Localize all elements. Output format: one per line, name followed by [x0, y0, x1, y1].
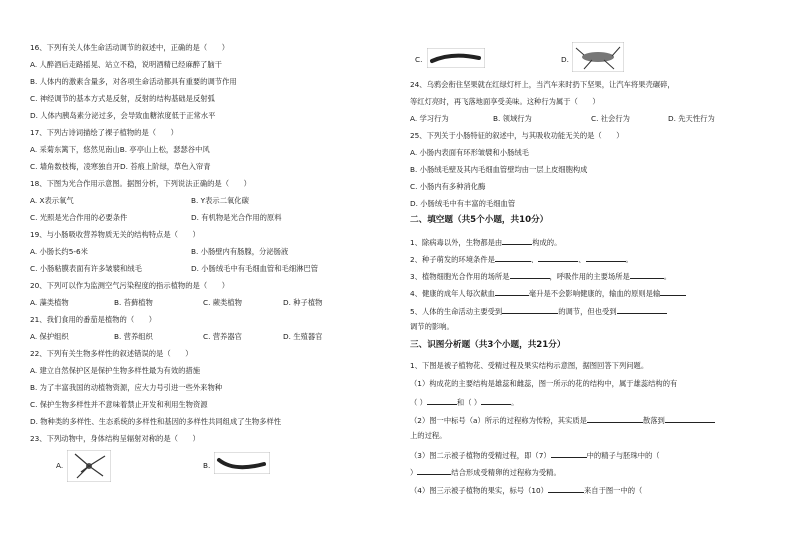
fill-q5-b: 的调节，但也受到: [558, 307, 617, 316]
q17-option-cd: C. 墙角数枝梅，凌寒独自开D. 苔痕上阶绿，草色入帘青: [30, 162, 211, 171]
fill-q2: [410, 253, 633, 265]
p3-a: （3）图二示被子植物的受精过程，即（7）: [410, 451, 551, 460]
q23-option-b: B.: [203, 461, 211, 470]
q18-option-b: B. Y表示二氧化碳: [191, 196, 249, 205]
fig-q1-p1-cont: [410, 396, 518, 408]
fill-blank[interactable]: [538, 253, 578, 262]
q17-option-ab: A. 采菊东篱下，悠然见南山B. 亭亭山上松，瑟瑟谷中风: [30, 145, 210, 154]
fill-blank[interactable]: [495, 253, 531, 262]
fill-blank[interactable]: [617, 305, 667, 314]
q18-stem: 18、下图为光合作用示意图。据图分析，下列说法正确的是（ ）: [30, 179, 251, 188]
fill-q5-cont: 调节的影响。: [410, 322, 454, 331]
brittle-star-icon: [67, 450, 111, 482]
q24-option-d: D. 先天性行为: [668, 114, 715, 123]
p4-a: （4）图三示被子植物的果实，标号（10）: [410, 486, 548, 495]
q25-option-c: C. 小肠内有多种消化酶: [410, 182, 486, 191]
q19-option-d: D. 小肠绒毛中有毛细血管和毛细淋巴管: [191, 264, 319, 273]
q25-stem: 25、下列关于小肠特征的叙述中，与其吸收功能无关的是（ ）: [410, 131, 624, 140]
q16-option-d: D. 人体内胰岛素分泌过多，会导致血糖浓度低于正常水平: [30, 111, 216, 120]
fill-q1-b: 构成的。: [532, 238, 562, 247]
fig-q1-p3-cont: [410, 466, 561, 478]
fill-q3-a: 3、植物细胞光合作用的场所是: [410, 272, 510, 281]
q24-option-b: B. 领域行为: [493, 114, 532, 123]
q17-stem: 17、下列古诗词描绘了裸子植物的是（ ）: [30, 128, 178, 137]
q21-stem: 21、我们食用的番茄是植物的（ ）: [30, 315, 157, 324]
fill-q1-a: 1、除病毒以外，生物都是由: [410, 238, 503, 247]
fill-blank[interactable]: [502, 305, 558, 314]
fill-q5: [410, 305, 667, 317]
fill-q3-b: ，呼吸作用的主要场所是: [549, 272, 630, 281]
q23-stem: 23、下列动物中，身体结构呈辐射对称的是（ ）: [30, 434, 200, 443]
p3-d: 结合形成受精卵的过程称为受精。: [451, 468, 561, 477]
fig-q1-p3: [410, 449, 660, 461]
fill-q3: [410, 270, 671, 282]
fill-q5-a: 5、人体的生命活动主要受到: [410, 307, 503, 316]
q20-option-b: B. 苔藓植物: [114, 298, 153, 307]
q18-option-d: D. 有机物是光合作用的原料: [191, 213, 282, 222]
locust-icon: [572, 42, 624, 72]
fill-q4-a: 4、健康的成年人每次献血: [410, 289, 495, 298]
q18-option-a: A. X表示氧气: [30, 196, 74, 205]
fig-q1-p2: [410, 414, 715, 426]
fill-blank[interactable]: [417, 466, 451, 475]
leech-icon: [427, 48, 485, 68]
fill-blank[interactable]: [660, 287, 686, 296]
p1-and: 和（ ）: [456, 398, 482, 407]
q21-option-c: C. 营养器官: [203, 332, 242, 341]
p3-c: ）: [410, 468, 418, 477]
q20-option-c: C. 蕨类植物: [203, 298, 242, 307]
q16-option-c: C. 神经调节的基本方式是反射，反射的结构基础是反射弧: [30, 94, 215, 103]
q19-option-a: A. 小肠长约5-6米: [30, 247, 88, 256]
fill-blank[interactable]: [587, 414, 643, 423]
fig-q1-p1: （1）构成花的主要结构是雄蕊和雌蕊，图一所示的花的结构中，属于雄蕊结构的有: [410, 379, 678, 388]
q24-stem-cont: 等红灯亮时，再飞落地面享受美味。这种行为属于（ ）: [410, 97, 600, 106]
q19-option-b: B. 小肠壁内有肠腺，分泌肠液: [191, 247, 289, 256]
q20-option-a: A. 藻类植物: [30, 298, 69, 307]
p2-b: 散落到: [642, 416, 665, 425]
q19-option-c: C. 小肠粘膜表面有许多皱襞和绒毛: [30, 264, 142, 273]
q25-option-b: B. 小肠绒毛壁及其内毛细血管壁均由一层上皮细胞构成: [410, 165, 588, 174]
fill-blank[interactable]: [481, 396, 511, 405]
fill-blank[interactable]: [586, 253, 626, 262]
fill-q2-b: 、: [530, 255, 539, 264]
q16-stem: 16、下列有关人体生命活动调节的叙述中，正确的是（ ）: [30, 43, 230, 52]
fig-q1-intro: 1、下图是被子植物花、受精过程及果实结构示意图，据图回答下列问题。: [410, 361, 649, 370]
fill-blank[interactable]: [502, 236, 532, 245]
q22-stem: 22、下列有关生物多样性的叙述错误的是（ ）: [30, 349, 193, 358]
q25-option-d: D. 小肠绒毛中有丰富的毛细血管: [410, 199, 516, 208]
q18-option-c: C. 光照是光合作用的必要条件: [30, 213, 128, 222]
fill-blank[interactable]: [510, 270, 550, 279]
fill-blank[interactable]: [551, 449, 587, 458]
fig-q1-p4: [410, 484, 642, 496]
p4-b: 来自于图一中的（: [583, 486, 643, 495]
q23-option-a: A.: [56, 461, 64, 470]
section2-title: 二、填空题（共5个小题，共10分）: [410, 215, 549, 225]
leech-icon: [214, 452, 270, 474]
fill-q4: [410, 287, 686, 299]
p3-b: 中的精子与胚珠中的（: [586, 451, 660, 460]
q21-option-b: B. 营养组织: [114, 332, 153, 341]
fill-q2-c: 、: [578, 255, 586, 264]
q23-option-c: C.: [415, 55, 423, 64]
fill-q2-d: 。: [625, 255, 633, 264]
fill-q1: [410, 236, 561, 248]
p1-paren: （ ）: [410, 398, 427, 407]
fill-q4-b: 毫升是不会影响健康的，输血的原则是输: [528, 289, 661, 298]
q16-option-b: B. 人体内的激素含量多，对各项生命活动都具有重要的调节作用: [30, 77, 237, 86]
fill-q2-a: 2、种子萌发的环境条件是: [410, 255, 495, 264]
fill-q3-c: 。: [663, 272, 672, 281]
q20-stem: 20、下列可以作为监测空气污染程度的指示植物的是（ ）: [30, 281, 230, 290]
fig-q1-p2-cont: 上的过程。: [410, 431, 447, 440]
section3-title: 三、识图分析题（共3个小题，共21分）: [410, 340, 566, 350]
q20-option-d: D. 种子植物: [283, 298, 323, 307]
q24-option-c: C. 社会行为: [591, 114, 630, 123]
p1-end: 。: [511, 398, 519, 407]
fill-blank[interactable]: [495, 287, 529, 296]
q24-stem: 24、乌鸦会衔住坚果就在红绿灯杆上，当汽车来时扔下坚果，让汽车将果壳碾碎，: [410, 80, 675, 89]
fill-blank[interactable]: [630, 270, 664, 279]
p2-a: （2）图一中标号（a）所示的过程称为传粉，其实质是: [410, 416, 587, 425]
fill-blank[interactable]: [427, 396, 457, 405]
q22-option-b: B. 为了丰富我国的动植物资源，应大力号引进一些外来物种: [30, 383, 223, 392]
fill-blank[interactable]: [665, 414, 715, 423]
q19-stem: 19、与小肠吸收营养物质无关的结构特点是（ ）: [30, 230, 200, 239]
q24-option-a: A. 学习行为: [410, 114, 449, 123]
q21-option-d: D. 生殖器官: [283, 332, 323, 341]
q22-option-d: D. 物种类的多样性、生态系统的多样性和基因的多样性共同组成了生物多样性: [30, 417, 282, 426]
q22-option-a: A. 建立自然保护区是保护生物多样性最为有效的措施: [30, 366, 201, 375]
q23-option-d: D.: [561, 55, 569, 64]
q25-option-a: A. 小肠内表面有环形皱襞和小肠绒毛: [410, 148, 529, 157]
fill-blank[interactable]: [548, 484, 584, 493]
q16-option-a: A. 人醉酒后走路摇晃、站立不稳，说明酒精已经麻醉了脑干: [30, 60, 222, 69]
q21-option-a: A. 保护组织: [30, 332, 69, 341]
q22-option-c: C. 保护生物多样性并不意味着禁止开发和利用生物资源: [30, 400, 208, 409]
